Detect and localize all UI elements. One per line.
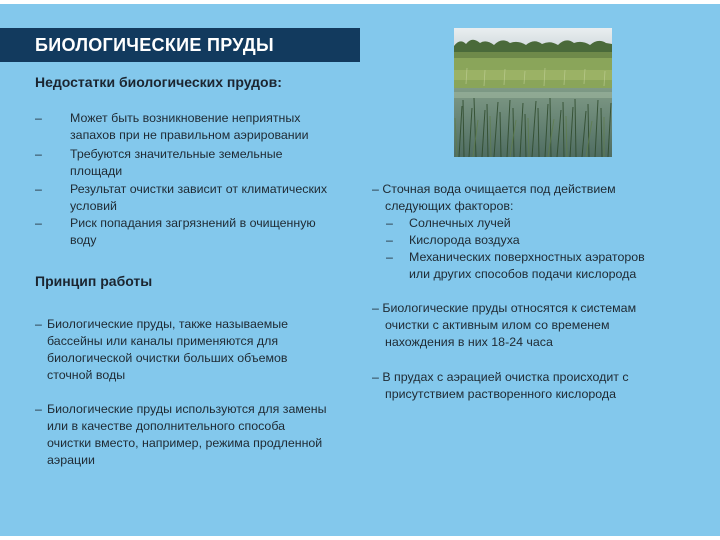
principle-line: биологической очистки больших объемов <box>47 351 288 365</box>
title-bar <box>0 28 360 62</box>
factor-line: Солнечных лучей <box>409 216 511 230</box>
paragraph-2-line: нахождения в них 18-24 часа <box>385 335 553 349</box>
dash-marker: – <box>35 402 42 416</box>
dash-marker: – <box>35 147 42 161</box>
pond-reeds-photo <box>454 28 612 157</box>
principle-line: аэрации <box>47 453 95 467</box>
factors-intro-line: – Сточная вода очищается под действием <box>372 182 616 196</box>
paragraph-2-line: – Биологические пруды относятся к системам <box>372 301 637 315</box>
dash-marker: – <box>386 216 393 230</box>
disadvantage-line: Может быть возникновение неприятных <box>70 111 301 125</box>
principle-line: или в качестве дополнительного способа <box>47 419 286 433</box>
dash-marker: – <box>35 182 42 196</box>
pond-photo-image <box>454 28 612 157</box>
disadvantage-line: площади <box>70 164 123 178</box>
dash-marker: – <box>35 317 42 331</box>
disadvantage-line: воду <box>70 233 97 247</box>
principle-line: бассейны или каналы применяются для <box>47 334 279 348</box>
disadvantage-line: условий <box>70 199 117 213</box>
paragraph-3-line: – В прудах с аэрацией очистка происходит с <box>372 370 629 384</box>
factor-line: или других способов подачи кислорода <box>409 267 637 281</box>
principle-line: Биологические пруды, также называемые <box>47 317 289 331</box>
disadvantages-heading: Недостатки биологических прудов: <box>35 74 282 90</box>
dash-marker: – <box>386 250 393 264</box>
paragraph-2-line: очистки с активным илом со временем <box>385 318 610 332</box>
disadvantage-line: запахов при не правильном аэрировании <box>70 128 309 142</box>
disadvantage-line: Результат очистки зависит от климатических <box>70 182 328 196</box>
disadvantage-line: Риск попадания загрязнений в очищенную <box>70 216 316 230</box>
principle-line: очистки вместо, например, режима продленной <box>47 436 323 450</box>
dash-marker: – <box>35 111 42 125</box>
factor-line: Механических поверхностных аэраторов <box>409 250 645 264</box>
factor-line: Кислорода воздуха <box>409 233 520 247</box>
page-title: БИОЛОГИЧЕСКИЕ ПРУДЫ <box>35 35 274 55</box>
factors-intro-line: следующих факторов: <box>385 199 514 213</box>
paragraph-3-line: присутствием растворенного кислорода <box>385 387 617 401</box>
principle-line: Биологические пруды используются для замены <box>47 402 327 416</box>
principle-heading: Принцип работы <box>35 273 153 289</box>
principle-line: сточной воды <box>47 368 126 382</box>
dash-marker: – <box>35 216 42 230</box>
dash-marker: – <box>386 233 393 247</box>
disadvantage-line: Требуются значительные земельные <box>70 147 283 161</box>
